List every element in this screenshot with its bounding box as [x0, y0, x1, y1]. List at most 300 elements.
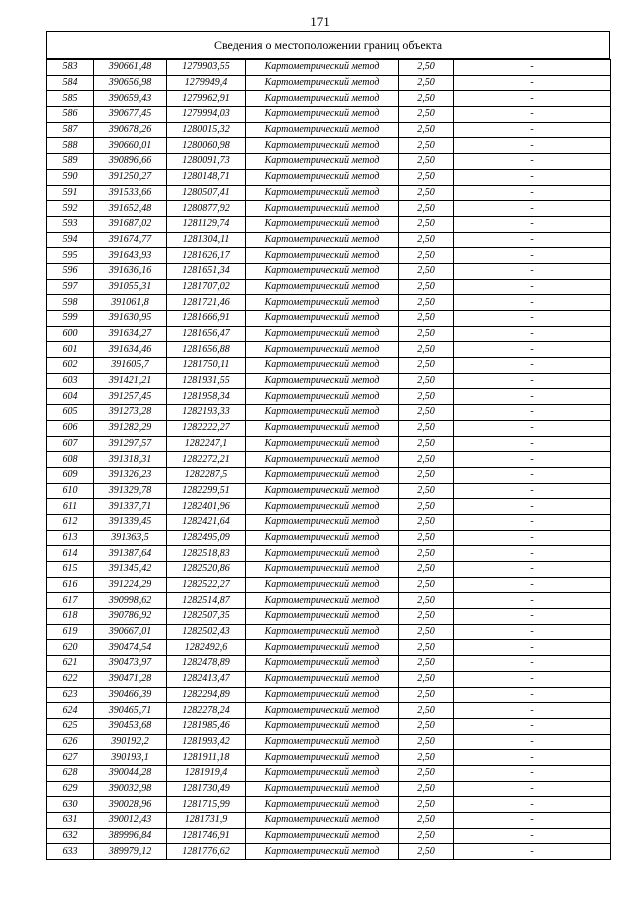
description-cell: -: [454, 844, 611, 860]
y-coordinate-cell: 1281931,55: [167, 373, 246, 389]
description-cell: -: [454, 216, 611, 232]
x-coordinate-cell: 391652,48: [94, 201, 167, 217]
table-row: [47, 138, 611, 154]
point-number-cell: 627: [47, 750, 94, 766]
method-cell: Картометрический метод: [246, 609, 399, 625]
point-number-cell: 584: [47, 75, 94, 91]
x-coordinate-cell: 391257,45: [94, 389, 167, 405]
table-row: [47, 577, 611, 593]
y-coordinate-cell: 1281656,88: [167, 342, 246, 358]
x-coordinate-cell: 390998,62: [94, 593, 167, 609]
x-coordinate-cell: 390667,01: [94, 624, 167, 640]
table-row: [47, 514, 611, 530]
y-coordinate-cell: 1282507,35: [167, 609, 246, 625]
accuracy-cell: 2,50: [399, 358, 454, 374]
y-coordinate-cell: 1281707,02: [167, 279, 246, 295]
table-row: [47, 122, 611, 138]
table-row: [47, 828, 611, 844]
point-number-cell: 602: [47, 358, 94, 374]
point-number-cell: 597: [47, 279, 94, 295]
boundary-info-sheet: [46, 31, 610, 860]
y-coordinate-cell: 1282272,21: [167, 452, 246, 468]
description-cell: -: [454, 577, 611, 593]
x-coordinate-cell: 391326,23: [94, 467, 167, 483]
table-row: [47, 326, 611, 342]
point-number-cell: 588: [47, 138, 94, 154]
y-coordinate-cell: 1281626,17: [167, 248, 246, 264]
x-coordinate-cell: 390465,71: [94, 703, 167, 719]
method-cell: Картометрический метод: [246, 60, 399, 76]
method-cell: Картометрический метод: [246, 232, 399, 248]
point-number-cell: 586: [47, 107, 94, 123]
table-row: [47, 844, 611, 860]
x-coordinate-cell: 391421,21: [94, 373, 167, 389]
method-cell: Картометрический метод: [246, 781, 399, 797]
y-coordinate-cell: 1281776,62: [167, 844, 246, 860]
y-coordinate-cell: 1282287,5: [167, 467, 246, 483]
point-number-cell: 622: [47, 671, 94, 687]
y-coordinate-cell: 1279903,55: [167, 60, 246, 76]
point-number-cell: 610: [47, 483, 94, 499]
table-row: [47, 169, 611, 185]
description-cell: -: [454, 514, 611, 530]
y-coordinate-cell: 1282495,09: [167, 530, 246, 546]
description-cell: -: [454, 342, 611, 358]
y-coordinate-cell: 1282522,27: [167, 577, 246, 593]
table-row: [47, 609, 611, 625]
point-number-cell: 607: [47, 436, 94, 452]
y-coordinate-cell: 1281656,47: [167, 326, 246, 342]
x-coordinate-cell: 391630,95: [94, 311, 167, 327]
accuracy-cell: 2,50: [399, 311, 454, 327]
y-coordinate-cell: 1282518,83: [167, 546, 246, 562]
table-row: [47, 718, 611, 734]
method-cell: Картометрический метод: [246, 483, 399, 499]
point-number-cell: 593: [47, 216, 94, 232]
description-cell: -: [454, 656, 611, 672]
coordinates-table: [46, 59, 611, 860]
point-number-cell: 606: [47, 420, 94, 436]
point-number-cell: 609: [47, 467, 94, 483]
accuracy-cell: 2,50: [399, 624, 454, 640]
y-coordinate-cell: 1281746,91: [167, 828, 246, 844]
accuracy-cell: 2,50: [399, 483, 454, 499]
x-coordinate-cell: 390678,26: [94, 122, 167, 138]
table-row: [47, 436, 611, 452]
y-coordinate-cell: 1282278,24: [167, 703, 246, 719]
method-cell: Картометрический метод: [246, 577, 399, 593]
method-cell: Картометрический метод: [246, 687, 399, 703]
accuracy-cell: 2,50: [399, 107, 454, 123]
method-cell: Картометрический метод: [246, 326, 399, 342]
accuracy-cell: 2,50: [399, 671, 454, 687]
description-cell: -: [454, 593, 611, 609]
description-cell: -: [454, 295, 611, 311]
table-row: [47, 279, 611, 295]
y-coordinate-cell: 1281993,42: [167, 734, 246, 750]
table-row: [47, 263, 611, 279]
description-cell: -: [454, 405, 611, 421]
point-number-cell: 632: [47, 828, 94, 844]
table-row: [47, 546, 611, 562]
table-row: [47, 750, 611, 766]
x-coordinate-cell: 390192,2: [94, 734, 167, 750]
y-coordinate-cell: 1282299,51: [167, 483, 246, 499]
y-coordinate-cell: 1281730,49: [167, 781, 246, 797]
x-coordinate-cell: 391297,57: [94, 436, 167, 452]
x-coordinate-cell: 390466,39: [94, 687, 167, 703]
description-cell: -: [454, 483, 611, 499]
point-number-cell: 616: [47, 577, 94, 593]
point-number-cell: 604: [47, 389, 94, 405]
accuracy-cell: 2,50: [399, 797, 454, 813]
accuracy-cell: 2,50: [399, 734, 454, 750]
point-number-cell: 599: [47, 311, 94, 327]
method-cell: Картометрический метод: [246, 765, 399, 781]
y-coordinate-cell: 1281911,18: [167, 750, 246, 766]
method-cell: Картометрический метод: [246, 420, 399, 436]
description-cell: -: [454, 813, 611, 829]
method-cell: Картометрический метод: [246, 640, 399, 656]
description-cell: -: [454, 781, 611, 797]
point-number-cell: 617: [47, 593, 94, 609]
accuracy-cell: 2,50: [399, 844, 454, 860]
y-coordinate-cell: 1280060,98: [167, 138, 246, 154]
method-cell: Картометрический метод: [246, 452, 399, 468]
description-cell: -: [454, 718, 611, 734]
x-coordinate-cell: 391533,66: [94, 185, 167, 201]
x-coordinate-cell: 391318,31: [94, 452, 167, 468]
accuracy-cell: 2,50: [399, 781, 454, 797]
description-cell: -: [454, 232, 611, 248]
y-coordinate-cell: 1280507,41: [167, 185, 246, 201]
accuracy-cell: 2,50: [399, 295, 454, 311]
sheet-header: [46, 31, 610, 59]
y-coordinate-cell: 1281304,11: [167, 232, 246, 248]
accuracy-cell: 2,50: [399, 389, 454, 405]
x-coordinate-cell: 391055,31: [94, 279, 167, 295]
table-row: [47, 687, 611, 703]
accuracy-cell: 2,50: [399, 609, 454, 625]
accuracy-cell: 2,50: [399, 122, 454, 138]
description-cell: -: [454, 624, 611, 640]
x-coordinate-cell: 391605,7: [94, 358, 167, 374]
description-cell: -: [454, 389, 611, 405]
point-number-cell: 619: [47, 624, 94, 640]
y-coordinate-cell: 1282222,27: [167, 420, 246, 436]
accuracy-cell: 2,50: [399, 750, 454, 766]
description-cell: -: [454, 154, 611, 170]
accuracy-cell: 2,50: [399, 185, 454, 201]
description-cell: -: [454, 107, 611, 123]
point-number-cell: 585: [47, 91, 94, 107]
table-row: [47, 656, 611, 672]
description-cell: -: [454, 499, 611, 515]
x-coordinate-cell: 390896,66: [94, 154, 167, 170]
accuracy-cell: 2,50: [399, 91, 454, 107]
y-coordinate-cell: 1281958,34: [167, 389, 246, 405]
point-number-cell: 630: [47, 797, 94, 813]
accuracy-cell: 2,50: [399, 828, 454, 844]
accuracy-cell: 2,50: [399, 499, 454, 515]
accuracy-cell: 2,50: [399, 452, 454, 468]
method-cell: Картометрический метод: [246, 530, 399, 546]
accuracy-cell: 2,50: [399, 640, 454, 656]
table-row: [47, 75, 611, 91]
coordinates-table-body: [47, 60, 611, 860]
x-coordinate-cell: 391282,29: [94, 420, 167, 436]
table-row: [47, 499, 611, 515]
table-row: [47, 420, 611, 436]
y-coordinate-cell: 1281985,46: [167, 718, 246, 734]
x-coordinate-cell: 390660,01: [94, 138, 167, 154]
description-cell: -: [454, 671, 611, 687]
accuracy-cell: 2,50: [399, 436, 454, 452]
x-coordinate-cell: 391339,45: [94, 514, 167, 530]
point-number-cell: 595: [47, 248, 94, 264]
method-cell: Картометрический метод: [246, 107, 399, 123]
method-cell: Картометрический метод: [246, 91, 399, 107]
table-row: [47, 624, 611, 640]
accuracy-cell: 2,50: [399, 593, 454, 609]
accuracy-cell: 2,50: [399, 467, 454, 483]
table-row: [47, 154, 611, 170]
method-cell: Картометрический метод: [246, 169, 399, 185]
point-number-cell: 633: [47, 844, 94, 860]
accuracy-cell: 2,50: [399, 656, 454, 672]
accuracy-cell: 2,50: [399, 263, 454, 279]
description-cell: -: [454, 169, 611, 185]
point-number-cell: 625: [47, 718, 94, 734]
accuracy-cell: 2,50: [399, 577, 454, 593]
y-coordinate-cell: 1282421,64: [167, 514, 246, 530]
method-cell: Картометрический метод: [246, 844, 399, 860]
x-coordinate-cell: 390474,54: [94, 640, 167, 656]
y-coordinate-cell: 1280015,32: [167, 122, 246, 138]
table-row: [47, 185, 611, 201]
x-coordinate-cell: 391674,77: [94, 232, 167, 248]
method-cell: Картометрический метод: [246, 813, 399, 829]
method-cell: Картометрический метод: [246, 671, 399, 687]
table-row: [47, 671, 611, 687]
point-number-cell: 629: [47, 781, 94, 797]
description-cell: -: [454, 185, 611, 201]
y-coordinate-cell: 1279962,91: [167, 91, 246, 107]
accuracy-cell: 2,50: [399, 154, 454, 170]
accuracy-cell: 2,50: [399, 279, 454, 295]
point-number-cell: 591: [47, 185, 94, 201]
y-coordinate-cell: 1282492,6: [167, 640, 246, 656]
y-coordinate-cell: 1282514,87: [167, 593, 246, 609]
table-row: [47, 452, 611, 468]
description-cell: -: [454, 609, 611, 625]
point-number-cell: 605: [47, 405, 94, 421]
accuracy-cell: 2,50: [399, 169, 454, 185]
x-coordinate-cell: 390786,92: [94, 609, 167, 625]
point-number-cell: 631: [47, 813, 94, 829]
description-cell: -: [454, 750, 611, 766]
method-cell: Картометрический метод: [246, 499, 399, 515]
description-cell: -: [454, 703, 611, 719]
method-cell: Картометрический метод: [246, 342, 399, 358]
method-cell: Картометрический метод: [246, 797, 399, 813]
x-coordinate-cell: 391061,8: [94, 295, 167, 311]
accuracy-cell: 2,50: [399, 342, 454, 358]
accuracy-cell: 2,50: [399, 420, 454, 436]
x-coordinate-cell: 390656,98: [94, 75, 167, 91]
point-number-cell: 598: [47, 295, 94, 311]
description-cell: -: [454, 420, 611, 436]
description-cell: -: [454, 60, 611, 76]
method-cell: Картометрический метод: [246, 358, 399, 374]
point-number-cell: 628: [47, 765, 94, 781]
method-cell: Картометрический метод: [246, 389, 399, 405]
x-coordinate-cell: 391636,16: [94, 263, 167, 279]
point-number-cell: 612: [47, 514, 94, 530]
description-cell: -: [454, 373, 611, 389]
point-number-cell: 614: [47, 546, 94, 562]
point-number-cell: 587: [47, 122, 94, 138]
point-number-cell: 601: [47, 342, 94, 358]
accuracy-cell: 2,50: [399, 60, 454, 76]
table-row: [47, 295, 611, 311]
x-coordinate-cell: 390471,28: [94, 671, 167, 687]
y-coordinate-cell: 1281721,46: [167, 295, 246, 311]
table-row: [47, 530, 611, 546]
point-number-cell: 621: [47, 656, 94, 672]
method-cell: Картометрический метод: [246, 295, 399, 311]
x-coordinate-cell: 391337,71: [94, 499, 167, 515]
y-coordinate-cell: 1281715,99: [167, 797, 246, 813]
table-row: [47, 405, 611, 421]
accuracy-cell: 2,50: [399, 248, 454, 264]
method-cell: Картометрический метод: [246, 263, 399, 279]
x-coordinate-cell: 391634,46: [94, 342, 167, 358]
x-coordinate-cell: 390659,43: [94, 91, 167, 107]
description-cell: -: [454, 358, 611, 374]
table-row: [47, 765, 611, 781]
accuracy-cell: 2,50: [399, 718, 454, 734]
table-row: [47, 734, 611, 750]
point-number-cell: 592: [47, 201, 94, 217]
method-cell: Картометрический метод: [246, 373, 399, 389]
x-coordinate-cell: 391273,28: [94, 405, 167, 421]
description-cell: -: [454, 311, 611, 327]
method-cell: Картометрический метод: [246, 718, 399, 734]
y-coordinate-cell: 1280148,71: [167, 169, 246, 185]
table-row: [47, 232, 611, 248]
description-cell: -: [454, 640, 611, 656]
description-cell: -: [454, 452, 611, 468]
accuracy-cell: 2,50: [399, 546, 454, 562]
table-row: [47, 640, 611, 656]
y-coordinate-cell: 1282193,33: [167, 405, 246, 421]
x-coordinate-cell: 390453,68: [94, 718, 167, 734]
method-cell: Картометрический метод: [246, 734, 399, 750]
description-cell: -: [454, 765, 611, 781]
accuracy-cell: 2,50: [399, 326, 454, 342]
x-coordinate-cell: 391329,78: [94, 483, 167, 499]
y-coordinate-cell: 1282520,86: [167, 562, 246, 578]
table-row: [47, 593, 611, 609]
point-number-cell: 590: [47, 169, 94, 185]
x-coordinate-cell: 390193,1: [94, 750, 167, 766]
method-cell: Картометрический метод: [246, 311, 399, 327]
description-cell: -: [454, 734, 611, 750]
y-coordinate-cell: 1282478,89: [167, 656, 246, 672]
accuracy-cell: 2,50: [399, 216, 454, 232]
table-row: [47, 216, 611, 232]
table-row: [47, 60, 611, 76]
table-row: [47, 467, 611, 483]
method-cell: Картометрический метод: [246, 138, 399, 154]
description-cell: -: [454, 263, 611, 279]
x-coordinate-cell: 391387,64: [94, 546, 167, 562]
point-number-cell: 594: [47, 232, 94, 248]
method-cell: Картометрический метод: [246, 624, 399, 640]
table-row: [47, 248, 611, 264]
y-coordinate-cell: 1280091,73: [167, 154, 246, 170]
point-number-cell: 620: [47, 640, 94, 656]
point-number-cell: 623: [47, 687, 94, 703]
method-cell: Картометрический метод: [246, 562, 399, 578]
point-number-cell: 596: [47, 263, 94, 279]
description-cell: -: [454, 546, 611, 562]
point-number-cell: 600: [47, 326, 94, 342]
method-cell: Картометрический метод: [246, 467, 399, 483]
description-cell: -: [454, 138, 611, 154]
point-number-cell: 589: [47, 154, 94, 170]
point-number-cell: 626: [47, 734, 94, 750]
table-row: [47, 703, 611, 719]
x-coordinate-cell: 390012,43: [94, 813, 167, 829]
method-cell: Картометрический метод: [246, 201, 399, 217]
x-coordinate-cell: 391345,42: [94, 562, 167, 578]
method-cell: Картометрический метод: [246, 828, 399, 844]
table-row: [47, 781, 611, 797]
y-coordinate-cell: 1281129,74: [167, 216, 246, 232]
method-cell: Картометрический метод: [246, 546, 399, 562]
x-coordinate-cell: 391250,27: [94, 169, 167, 185]
method-cell: Картометрический метод: [246, 656, 399, 672]
x-coordinate-cell: 390661,48: [94, 60, 167, 76]
y-coordinate-cell: 1281666,91: [167, 311, 246, 327]
description-cell: -: [454, 91, 611, 107]
table-row: [47, 483, 611, 499]
x-coordinate-cell: 390044,28: [94, 765, 167, 781]
y-coordinate-cell: 1281651,34: [167, 263, 246, 279]
x-coordinate-cell: 390473,97: [94, 656, 167, 672]
description-cell: -: [454, 248, 611, 264]
point-number-cell: 613: [47, 530, 94, 546]
description-cell: -: [454, 797, 611, 813]
method-cell: Картометрический метод: [246, 216, 399, 232]
point-number-cell: 611: [47, 499, 94, 515]
accuracy-cell: 2,50: [399, 530, 454, 546]
accuracy-cell: 2,50: [399, 232, 454, 248]
method-cell: Картометрический метод: [246, 248, 399, 264]
accuracy-cell: 2,50: [399, 138, 454, 154]
point-number-cell: 615: [47, 562, 94, 578]
accuracy-cell: 2,50: [399, 405, 454, 421]
method-cell: Картометрический метод: [246, 185, 399, 201]
method-cell: Картометрический метод: [246, 703, 399, 719]
description-cell: -: [454, 75, 611, 91]
x-coordinate-cell: 391224,29: [94, 577, 167, 593]
table-row: [47, 373, 611, 389]
method-cell: Картометрический метод: [246, 750, 399, 766]
y-coordinate-cell: 1282413,47: [167, 671, 246, 687]
